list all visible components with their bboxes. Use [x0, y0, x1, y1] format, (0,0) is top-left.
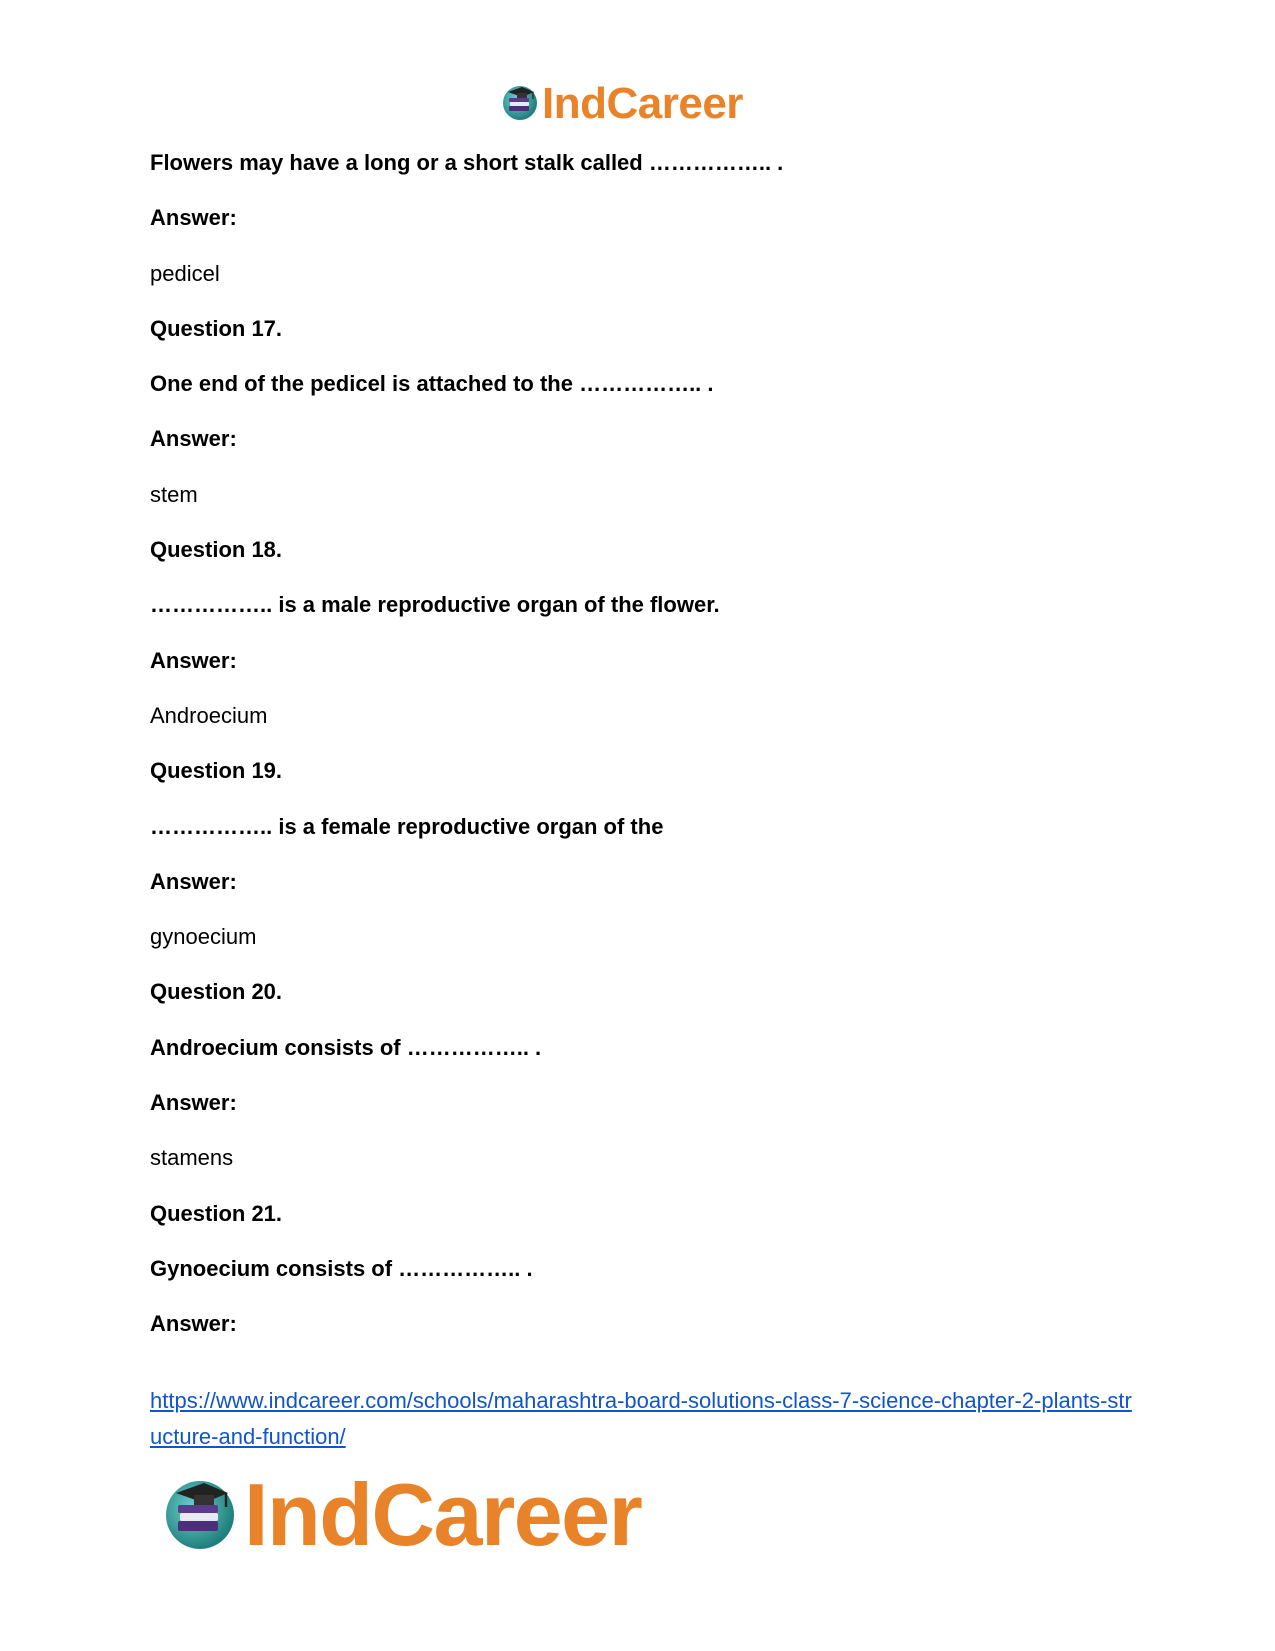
answer-text: stamens — [150, 1145, 234, 1171]
graduation-cap-emblem-icon — [500, 82, 540, 127]
question-number: Question 20. — [150, 979, 283, 1005]
graduation-cap-emblem-icon — [160, 1473, 240, 1558]
question-number: Question 21. — [150, 1200, 283, 1226]
answer-label: Answer: — [150, 426, 237, 452]
header-logo — [500, 80, 743, 128]
answer-text: gynoecium — [150, 924, 257, 950]
footer-logo — [160, 1465, 642, 1564]
question-text: …………….. is a female reproductive organ of the — [150, 813, 664, 839]
header-logo-text: IndCareer — [542, 79, 743, 128]
question-text: One end of the pedicel is attached to the …………….. . — [150, 371, 714, 397]
question-number: Question 18. — [150, 537, 283, 563]
question-number: Question 17. — [150, 315, 283, 341]
answer-label: Answer: — [150, 647, 237, 673]
answer-label: Answer: — [150, 205, 237, 231]
qa-content — [150, 141, 1140, 1358]
question-text: Flowers may have a long or a short stalk called …………….. . — [150, 150, 784, 175]
answer-text: pedicel — [150, 260, 220, 286]
answer-text: Androecium — [150, 702, 268, 728]
question-number: Question 19. — [150, 758, 283, 784]
answer-label: Answer: — [150, 1311, 237, 1337]
question-text: Gynoecium consists of …………….. . — [150, 1255, 533, 1281]
source-url-link[interactable]: https://www.indcareer.com/schools/maharashtra-board-solutions-class-7-science-chapter-2-plants-structure-and-function/ — [150, 1388, 1132, 1449]
question-text: …………….. is a male reproductive organ of the flower. — [150, 592, 720, 618]
question-text: Androecium consists of …………….. . — [150, 1034, 542, 1060]
answer-label: Answer: — [150, 1090, 237, 1116]
answer-text: stem — [150, 481, 198, 507]
answer-label: Answer: — [150, 868, 237, 894]
footer-logo-text: IndCareer — [244, 1465, 642, 1564]
